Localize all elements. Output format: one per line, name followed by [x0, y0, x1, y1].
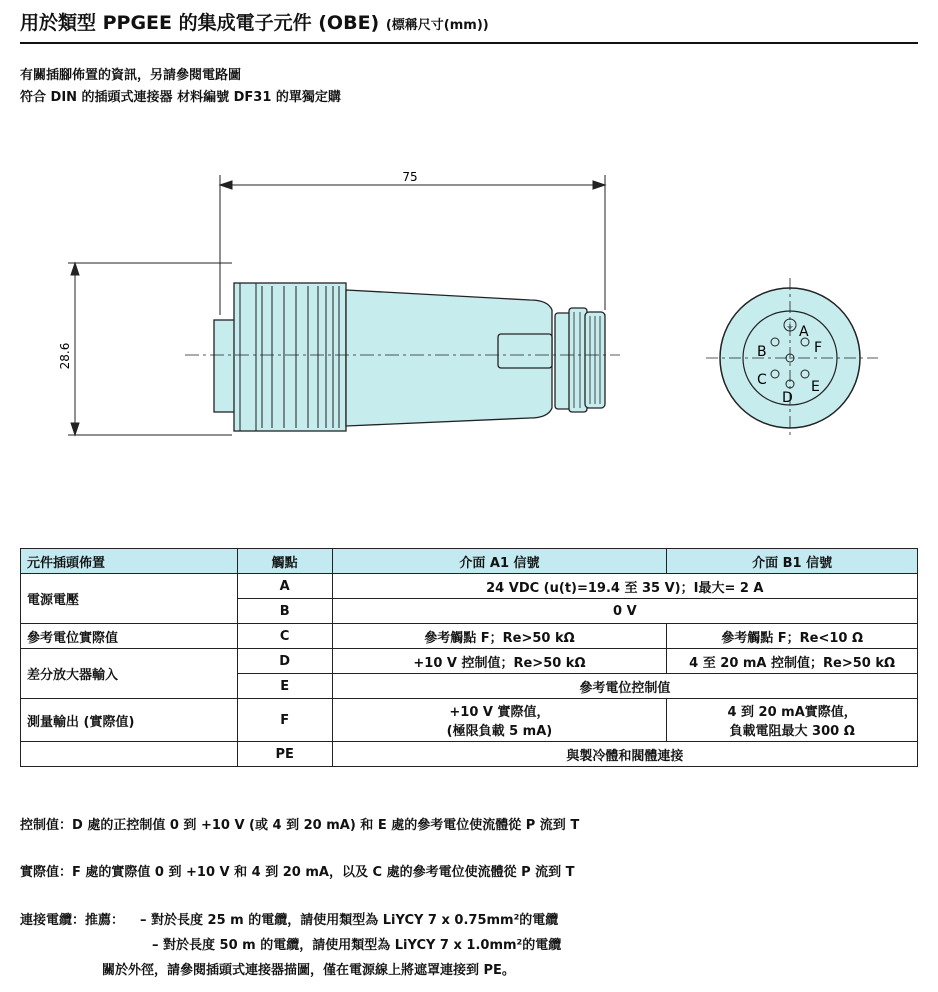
signal-c-a1: 參考觸點 F；Re>50 kΩ — [332, 624, 667, 649]
note-actual: 實際值：F 處的實際值 0 到 +10 V 和 4 到 20 mA，以及 C 處的參考電位使流體從 P 流到 T — [20, 865, 575, 880]
title-divider — [20, 42, 918, 44]
pin-label-d: D — [782, 390, 793, 406]
signal-f-a1-line2: (極限負載 5 mA) — [446, 724, 553, 739]
contact-c: C — [237, 624, 332, 649]
connector-side-view — [185, 283, 620, 431]
pin-label-a: A — [799, 324, 809, 340]
pin-label-b: B — [757, 344, 767, 360]
table-row — [21, 574, 918, 599]
intro-line-2: 符合 DIN 的插頭式連接器 材料編號 DF31 的單獨定購 — [20, 90, 341, 105]
table-row — [21, 742, 918, 767]
row-label-diff: 差分放大器輸入 — [21, 649, 238, 699]
table-row — [21, 699, 918, 742]
signal-b: 0 V — [332, 599, 917, 624]
title-suffix: (標稱尺寸(mm)) — [385, 18, 489, 33]
header-contact: 觸點 — [237, 549, 332, 574]
pin-assignment-table — [20, 548, 918, 767]
signal-f-b1 — [667, 699, 918, 742]
pin-label-e: E — [811, 379, 820, 395]
title-main: 用於類型 PPGEE 的集成電子元件 (OBE) — [20, 12, 380, 34]
note-control: 控制值：D 處的正控制值 0 到 +10 V (或 4 到 20 mA) 和 E 處的參考電位使流體從 P 流到 T — [20, 818, 580, 833]
connector-end-view — [706, 278, 878, 438]
contact-e: E — [237, 674, 332, 699]
diameter-dimension — [68, 263, 232, 435]
header-a1: 介面 A1 信號 — [332, 549, 667, 574]
diameter-label: 28.6 — [58, 342, 72, 370]
table-header-row — [21, 549, 918, 574]
page-title — [20, 8, 489, 35]
contact-f: F — [237, 699, 332, 742]
row-label-pe — [21, 742, 238, 767]
row-label-meas: 測量輸出 (實際值) — [21, 699, 238, 742]
ground-icon: ⏚ — [785, 322, 795, 332]
intro-line-1: 有關插腳佈置的資訊，另請參閱電路圖 — [20, 68, 242, 83]
note-cable-label: 連接電纜：推薦： — [20, 913, 125, 928]
signal-f-a1 — [332, 699, 667, 742]
signal-c-b1: 參考觸點 F；Re<10 Ω — [667, 624, 918, 649]
header-layout: 元件插頭佈置 — [21, 549, 238, 574]
signal-f-a1-line1: +10 V 實際值， — [449, 705, 550, 720]
contact-b: B — [237, 599, 332, 624]
length-label: 75 — [402, 170, 418, 184]
note-cable-line-2: – 對於長度 50 m 的電纜，請使用類型為 LiYCY 7 x 1.0mm²的電纜 — [152, 938, 562, 953]
signal-f-b1-line2: 負載電阻最大 300 Ω — [729, 724, 855, 739]
table-row — [21, 624, 918, 649]
table-row — [21, 649, 918, 674]
contact-d: D — [237, 649, 332, 674]
contact-pe: PE — [237, 742, 332, 767]
signal-pe: 與製冷體和閥體連接 — [332, 742, 917, 767]
pin-label-f: F — [814, 340, 823, 356]
signal-d-a1: +10 V 控制值；Re>50 kΩ — [332, 649, 667, 674]
row-label-supply: 電源電壓 — [21, 574, 238, 624]
pin-label-c: C — [757, 372, 767, 388]
signal-f-b1-line1: 4 到 20 mA實際值， — [727, 705, 857, 720]
note-cable-line-1: – 對於長度 25 m 的電纜，請使用類型為 LiYCY 7 x 0.75mm²的電纜 — [140, 913, 559, 928]
signal-d-b1: 4 至 20 mA 控制值；Re>50 kΩ — [667, 649, 918, 674]
header-b1: 介面 B1 信號 — [667, 549, 918, 574]
note-cable-line-3: 關於外徑，請參閱插頭式連接器描圖，僅在電源線上將遮罩連接到 PE。 — [102, 963, 515, 978]
connector-drawing — [0, 150, 938, 530]
signal-e: 參考電位控制值 — [332, 674, 917, 699]
contact-a: A — [237, 574, 332, 599]
signal-a: 24 VDC (u(t)=19.4 至 35 V)；I最大= 2 A — [332, 574, 917, 599]
row-label-ref: 參考電位實際值 — [21, 624, 238, 649]
